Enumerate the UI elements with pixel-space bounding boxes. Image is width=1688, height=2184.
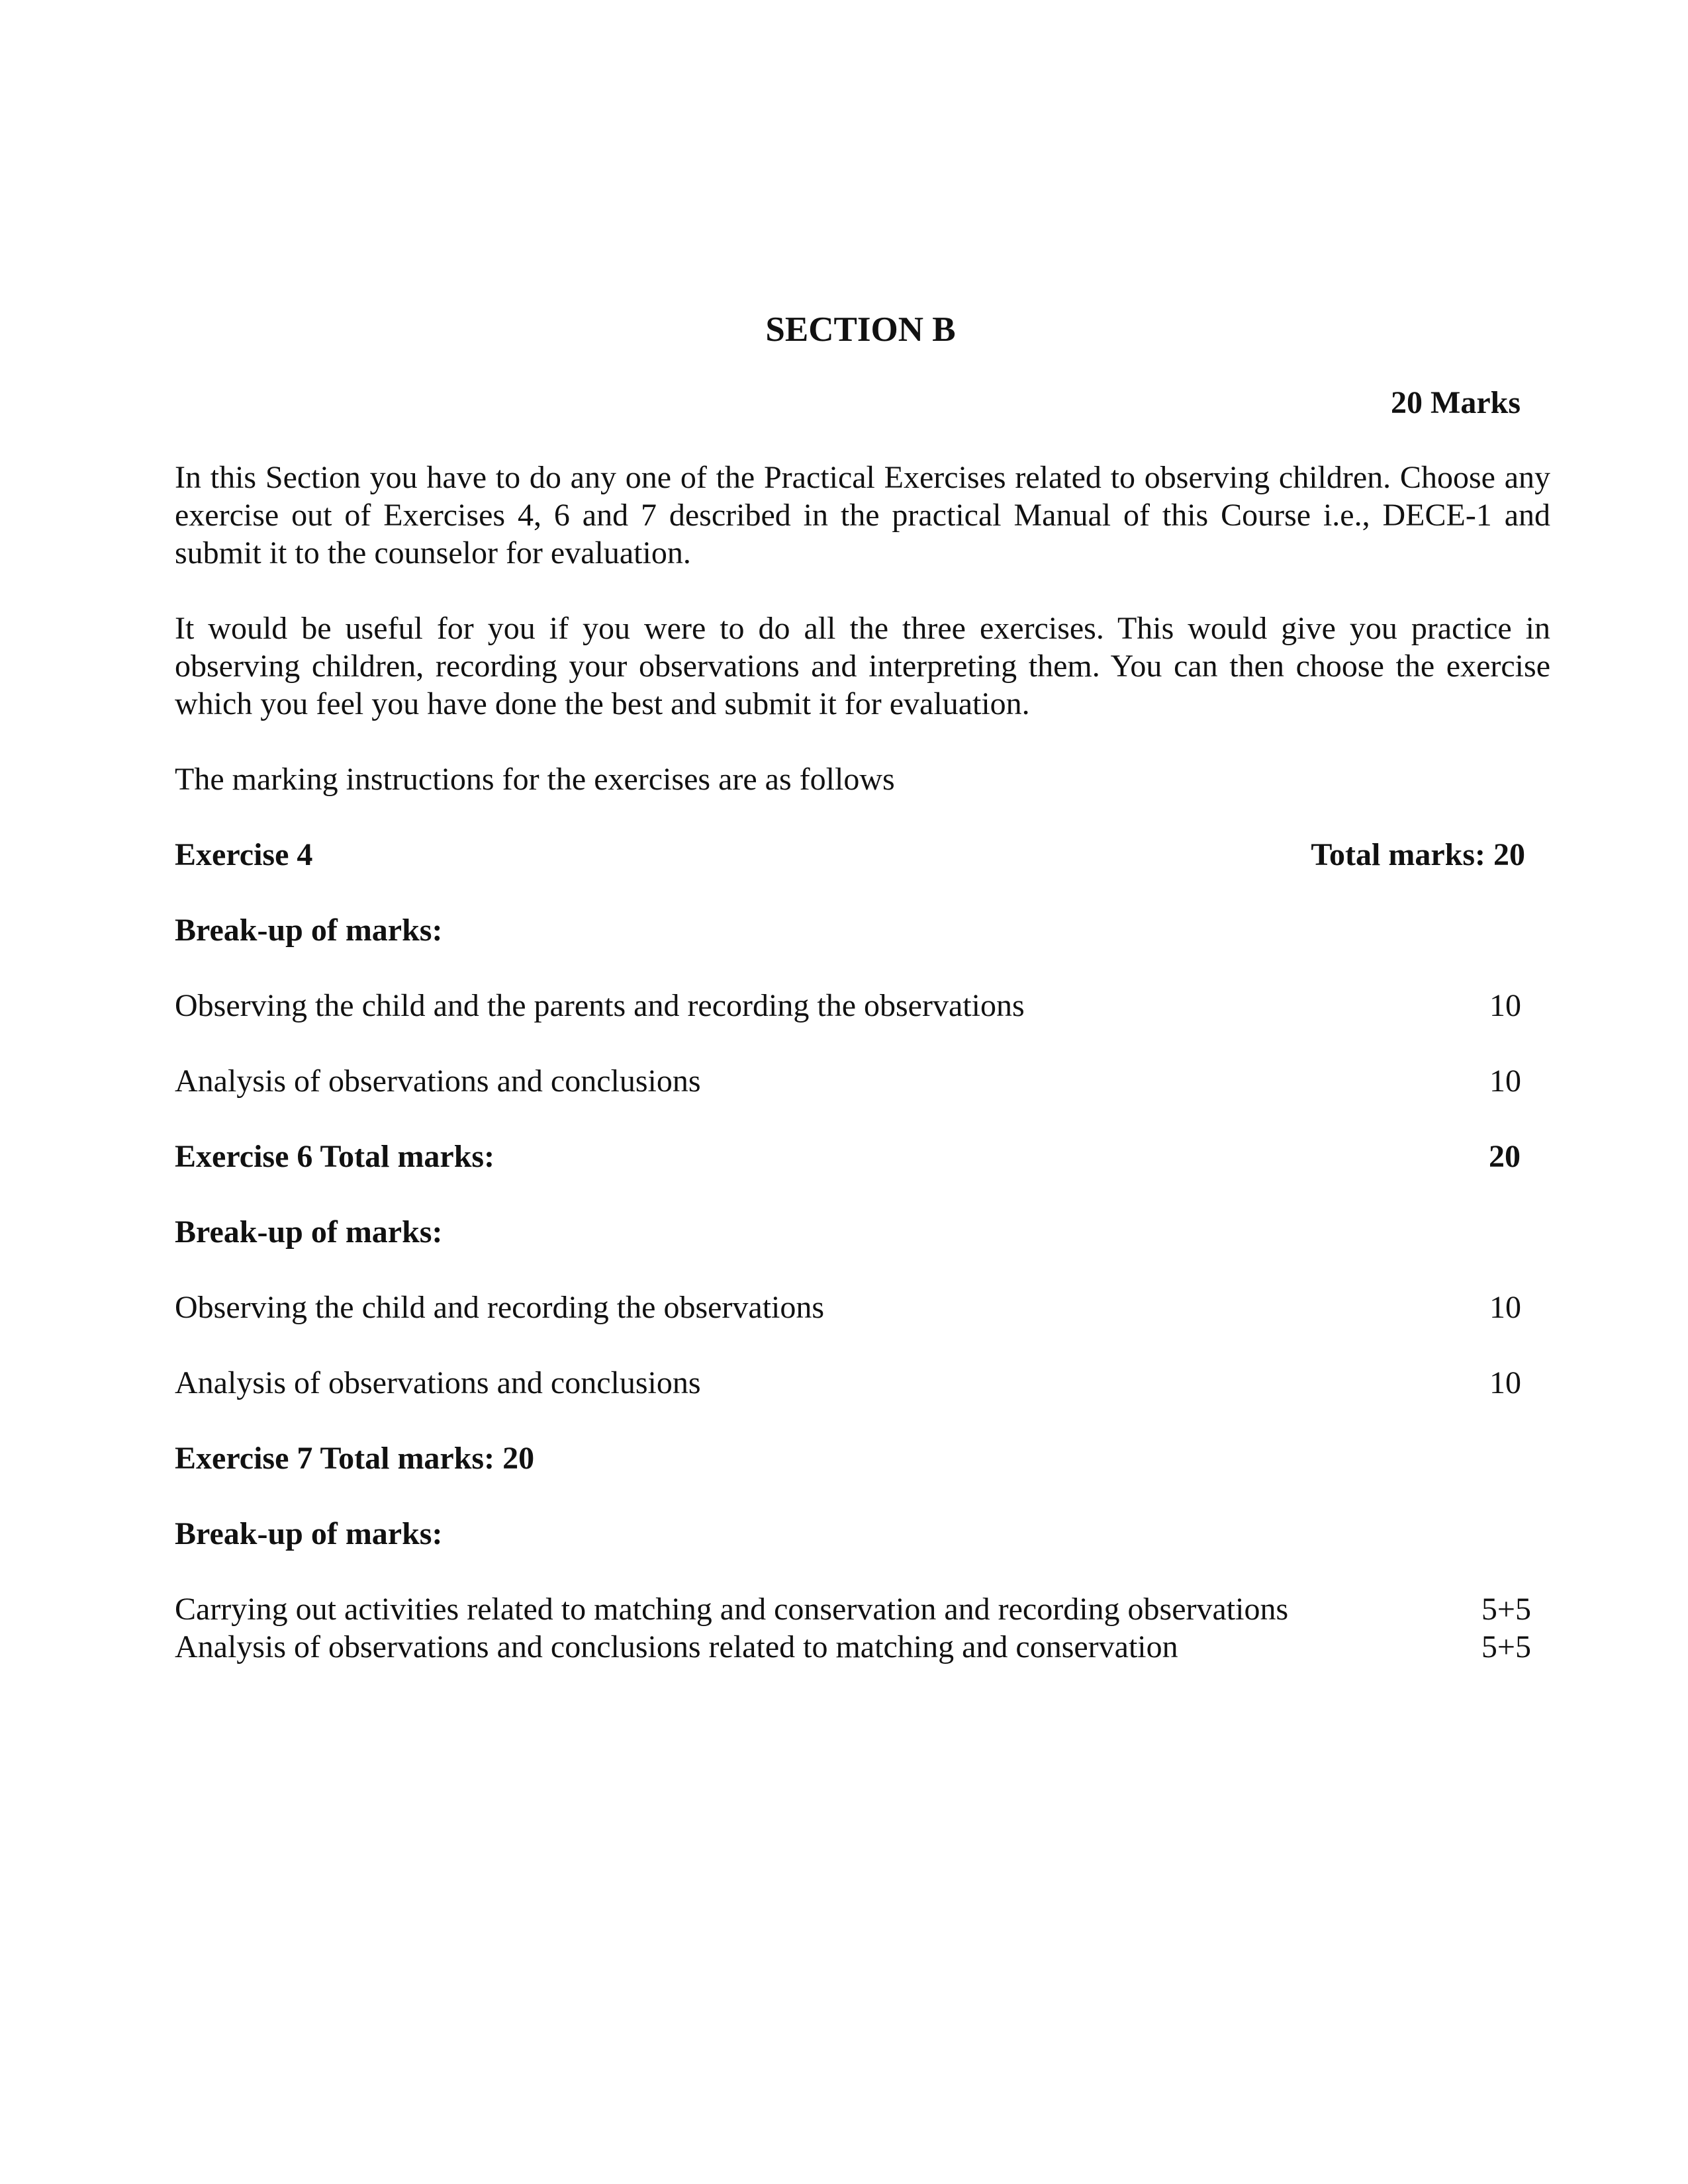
exercise-6-item-2-marks: 10: [1489, 1365, 1521, 1400]
exercise-6-item-2-label: Analysis of observations and conclusions: [175, 1365, 701, 1400]
exercise-4-item-2-marks: 10: [1489, 1064, 1521, 1099]
exercise-7-item-1-label: Carrying out activities related to matching and conservation and recording observations: [175, 1592, 1289, 1627]
exercise-7-breakup-heading: Break-up of marks:: [175, 1516, 443, 1551]
exercise-4-title: Exercise 4: [175, 837, 313, 872]
exercise-4-breakup-heading: Break-up of marks:: [175, 913, 443, 948]
exercise-6-title: Exercise 6 Total marks:: [175, 1139, 495, 1174]
section-marks: 20 Marks: [1391, 385, 1521, 420]
exercise-6-item-1-marks: 10: [1489, 1290, 1521, 1325]
exercise-7-item-2-marks: 5+5: [1481, 1629, 1531, 1664]
marking-intro: The marking instructions for the exercises are as follows: [175, 762, 895, 797]
exercise-7-item-2-label: Analysis of observations and conclusions related to matching and conservation: [175, 1629, 1178, 1664]
exercise-4-item-1-marks: 10: [1489, 988, 1521, 1023]
exercise-7-title: Exercise 7 Total marks: 20: [175, 1441, 535, 1476]
exercise-4-item-1-label: Observing the child and the parents and recording the observations: [175, 988, 1025, 1023]
exercise-4-item-2-label: Analysis of observations and conclusions: [175, 1064, 701, 1099]
exercise-4-total: Total marks: 20: [1311, 837, 1525, 872]
intro-paragraph-2: It would be useful for you if you were to do all the three exercises. This would give you practice in observing children, recording your observations and interpreting them. You can then choose the exercise which you feel you have done the best and submit it for evaluation.: [175, 611, 1550, 721]
exercise-6-breakup-heading: Break-up of marks:: [175, 1214, 443, 1250]
exercise-6-total: 20: [1489, 1139, 1521, 1174]
exercise-6-item-1-label: Observing the child and recording the observations: [175, 1290, 825, 1325]
intro-paragraph-1: In this Section you have to do any one of the Practical Exercises related to observing children. Choose any exercise out of Exercises 4, 6 and 7 described in the practical Manual of this Course i.e., DECE-1 and submit it to the counselor for evaluation.: [175, 460, 1550, 570]
exercise-7-item-1-marks: 5+5: [1481, 1592, 1531, 1627]
section-title: SECTION B: [765, 310, 956, 349]
